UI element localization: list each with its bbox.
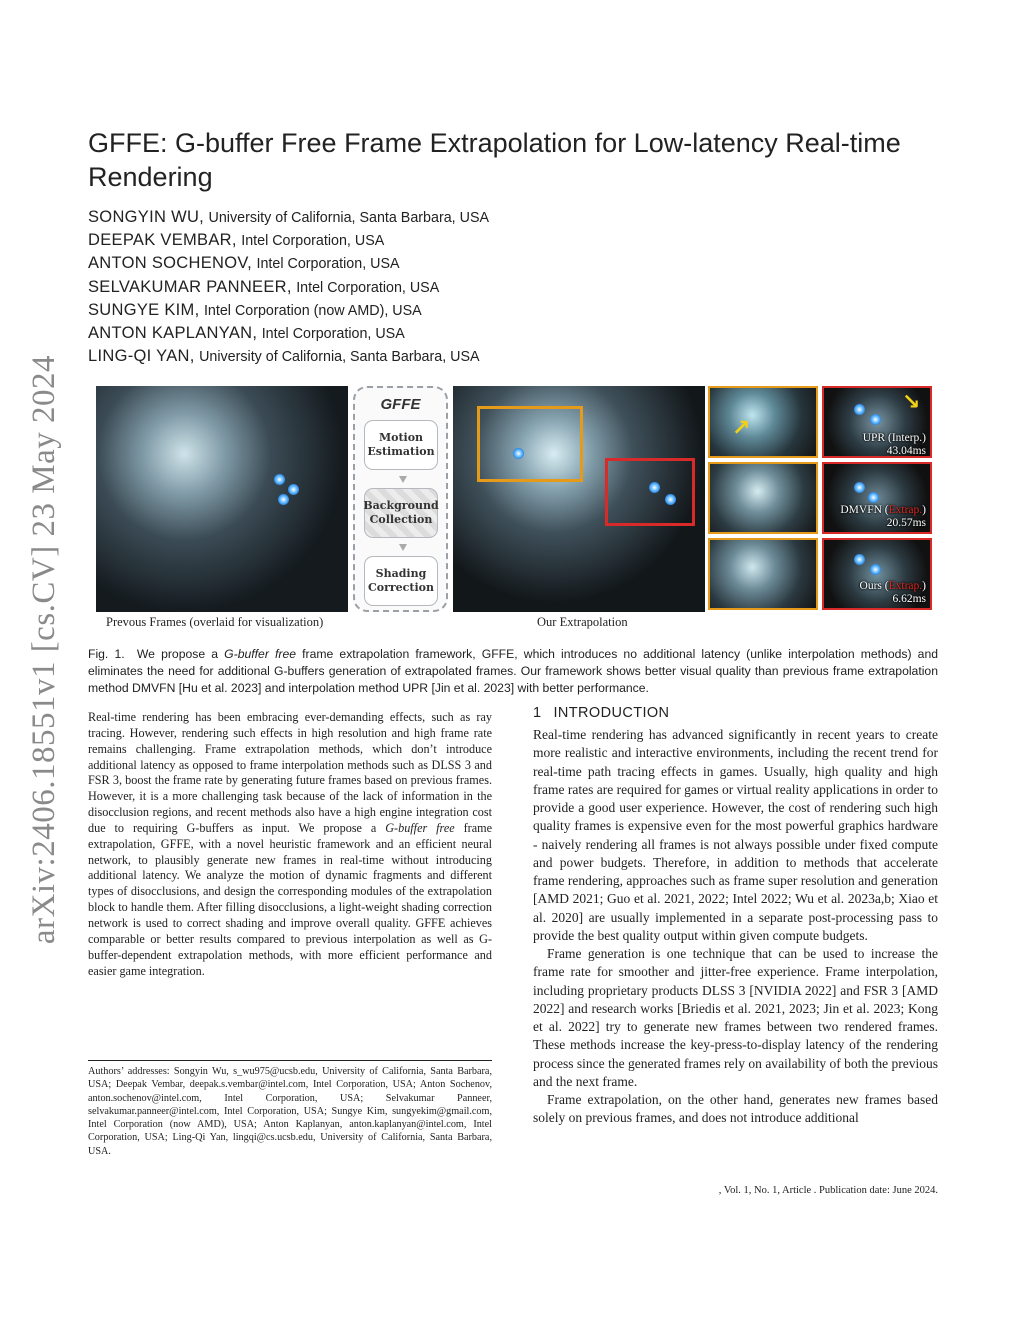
previous-frames-image	[96, 386, 348, 612]
our-extrapolation-image	[453, 386, 705, 612]
red-highlight-box	[605, 458, 695, 526]
crop-upr-orange	[708, 386, 818, 458]
dmvfn-time: 20.57ms	[886, 517, 926, 529]
author-entry	[88, 278, 948, 301]
ours-time: 6.62ms	[892, 593, 926, 605]
our-extrapolation-label: Our Extrapolation	[537, 615, 628, 629]
upr-label: UPR (Interp.) 43.04ms	[862, 432, 926, 457]
robot-eye-glow	[870, 564, 881, 575]
robot-eye-glow	[854, 404, 865, 415]
authors-addresses-footnote: Authors’ addresses: Songyin Wu, s_wu975@ucsb.edu, University of California, Santa Barbara, USA; Deepak Vembar, deepak.s.vembar@intel.com, Intel Corporation, USA; Anton Sochenov, anton.sochenov@intel.com, Intel Corporation, USA; Selvakumar Panneer, selvakumar.panneer@intel.com, Intel Corporation, USA; Sungye Kim, sungyekim@gmail.com, Intel Corporation (now AMD), USA; Anton Kaplanyan, anton.kaplanyan@intel.com, Intel Corporation, USA; Ling-Qi Yan, lingqi@cs.ucsb.edu, University of California, Santa Barbara, USA.	[88, 1066, 492, 1157]
author-affiliation: Intel Corporation, USA	[241, 233, 385, 250]
intro-paragraph: Frame extrapolation, on the other hand, generates new frames based solely on previous frames, and does not introduce additional	[533, 1092, 938, 1126]
ours-label: Ours (Extrap.) 6.62ms	[859, 580, 926, 605]
paper-title: GFFE: G-buffer Free Frame Extrapolation for Low-latency Real-time Rendering	[88, 128, 901, 192]
robot-eye-glow	[278, 494, 289, 505]
robot-eye-glow	[854, 482, 865, 493]
dmvfn-label: DMVFN (Extrap.) 20.57ms	[840, 504, 926, 529]
author-name: ANTON KAPLANYAN,	[88, 323, 258, 342]
author-list	[88, 208, 948, 370]
robot-eye-glow	[868, 492, 879, 503]
pipeline-title: GFFE	[380, 396, 421, 413]
author-affiliation: University of California, Santa Barbara, USA	[199, 349, 480, 366]
crop-dmvfn-orange	[708, 462, 818, 534]
section-heading: 1 INTRODUCTION	[533, 705, 670, 721]
down-arrow-icon	[399, 544, 407, 551]
crop-dmvfn-red	[822, 462, 932, 534]
author-name: DEEPAK VEMBAR,	[88, 231, 237, 250]
author-name: SUNGYE KIM,	[88, 300, 200, 319]
publication-info: , Vol. 1, No. 1, Article . Publication date: June 2024.	[718, 1185, 938, 1196]
author-name: SELVAKUMAR PANNEER,	[88, 277, 292, 296]
robot-eye-glow	[274, 474, 285, 485]
shading-correction-stage: Shading Correction	[364, 556, 438, 606]
abstract: Real-time rendering has been embracing ever-demanding effects, such as ray tracing. However, rendering such effects in high resolution and high frame rate remains challenging. Frame extrapolation methods, which don’t introduce additional latency as opposed to frame interpolation methods such as DLSS 3 and FSR 3, boost the frame rate by generating future frames based on previous frames. However, it is a more challenging task because of the lack of information in the disocclusion regions, and recent methods also have a high engine integration cost due to requiring G-buffers as input. We propose a G-buffer free frame extrapolation, GFFE, with a novel heuristic framework and an efficient neural network, to plausibly generate new frames in real-time without introducing additional latency. We analyze the motion of dynamic fragments and different types of disocclusions, and design the corresponding modules of the extrapolation block to handle them. After filling disocclusions, a light-weight shading correction network is used to correct shading and improve overall quality. GFFE achieves comparable or better results compared to previous interpolation as well as G-buffer-dependent extrapolation methods, with more efficient performance and easier game integration.	[88, 710, 493, 978]
crop-upr-red	[822, 386, 932, 458]
introduction-body	[533, 726, 938, 1128]
author-name: ANTON SOCHENOV,	[88, 254, 253, 273]
intro-paragraph: Frame generation is one technique that can be used to increase the frame rate for smoother and jitter-free experience. Frame interpolation, including proprietary products DLSS 3 [NVIDIA 2022] and FSR 3 [AMD 2022] and research works [Briedis et al. 2021, 2023; Jin et al. 2023; Kong et al. 2022] try to generate new frames between two rendered frames. These methods increase the key-press-to-display latency of the rendering process since the generated frames rely on availability of both the previous and the next frame.	[533, 946, 938, 1089]
author-entry	[88, 347, 948, 370]
teaser-figure	[96, 386, 936, 612]
robot-eye-glow	[870, 414, 881, 425]
down-arrow-icon	[399, 476, 407, 483]
yellow-arrow-icon: ↘	[902, 390, 921, 415]
author-affiliation: Intel Corporation, USA	[261, 325, 405, 342]
author-name: LING-QI YAN,	[88, 347, 195, 366]
robot-eye-glow	[288, 484, 299, 495]
intro-paragraph: Real-time rendering has advanced significantly in recent years to create more realistic and interactive environments, including the recent trend for real-time path tracing effects in games. Usually, high quality and high frame rates are required for games or virtual reality applications in order to provide a good user experience. However, the cost of rendering such high quality frames is expensive even for the most powerful graphics hardware - naively rendering all frames is not always possible under fixed compute and power budgets. Therefore, in addition to methods that accelerate frame rendering, approaches such as frame super resolution and generation [AMD 2021; Guo et al. 2021, 2022; Intel 2022; Wu et al. 2023a,b; Xiao et al. 2020] are usually implemented in a separate post-processing pass to provide the best quality output within given compute budgets.	[533, 727, 938, 943]
author-name: SONGYIN WU,	[88, 208, 205, 226]
upr-time: 43.04ms	[886, 445, 926, 457]
author-entry	[88, 208, 948, 231]
author-entry	[88, 231, 948, 254]
robot-eye-glow	[854, 554, 865, 565]
orange-highlight-box	[477, 406, 583, 482]
author-entry	[88, 301, 948, 324]
background-collection-stage: Background Collection	[364, 488, 438, 538]
yellow-arrow-icon: ↗	[732, 416, 751, 441]
gffe-pipeline-diagram	[353, 386, 448, 612]
author-affiliation: Intel Corporation, USA	[296, 279, 440, 296]
footnote-divider	[88, 1060, 492, 1061]
figure-caption: Fig. 1. We propose a G-buffer free frame extrapolation framework, GFFE, which introduces no additional latency (unlike interpolation methods) and eliminates the need for additional G-buffers generation of extrapolated frames. Our framework shows better visual quality than previous frame extrapolation method DMVFN [Hu et al. 2023] and interpolation method UPR [Jin et al. 2023] with better performance.	[88, 647, 938, 695]
arxiv-stamp: arXiv:2406.18551v1 [cs.CV] 23 May 2024	[25, 355, 62, 945]
previous-frames-label: Prevous Frames (overlaid for visualization)	[106, 615, 324, 629]
author-entry	[88, 254, 948, 277]
motion-estimation-stage: Motion Estimation	[364, 420, 438, 470]
author-affiliation: University of California, Santa Barbara, USA	[208, 210, 490, 226]
crop-ours-orange	[708, 538, 818, 610]
author-affiliation: Intel Corporation, USA	[256, 256, 400, 273]
author-affiliation: Intel Corporation (now AMD), USA	[203, 302, 422, 319]
crop-ours-red	[822, 538, 932, 610]
author-entry	[88, 324, 948, 347]
